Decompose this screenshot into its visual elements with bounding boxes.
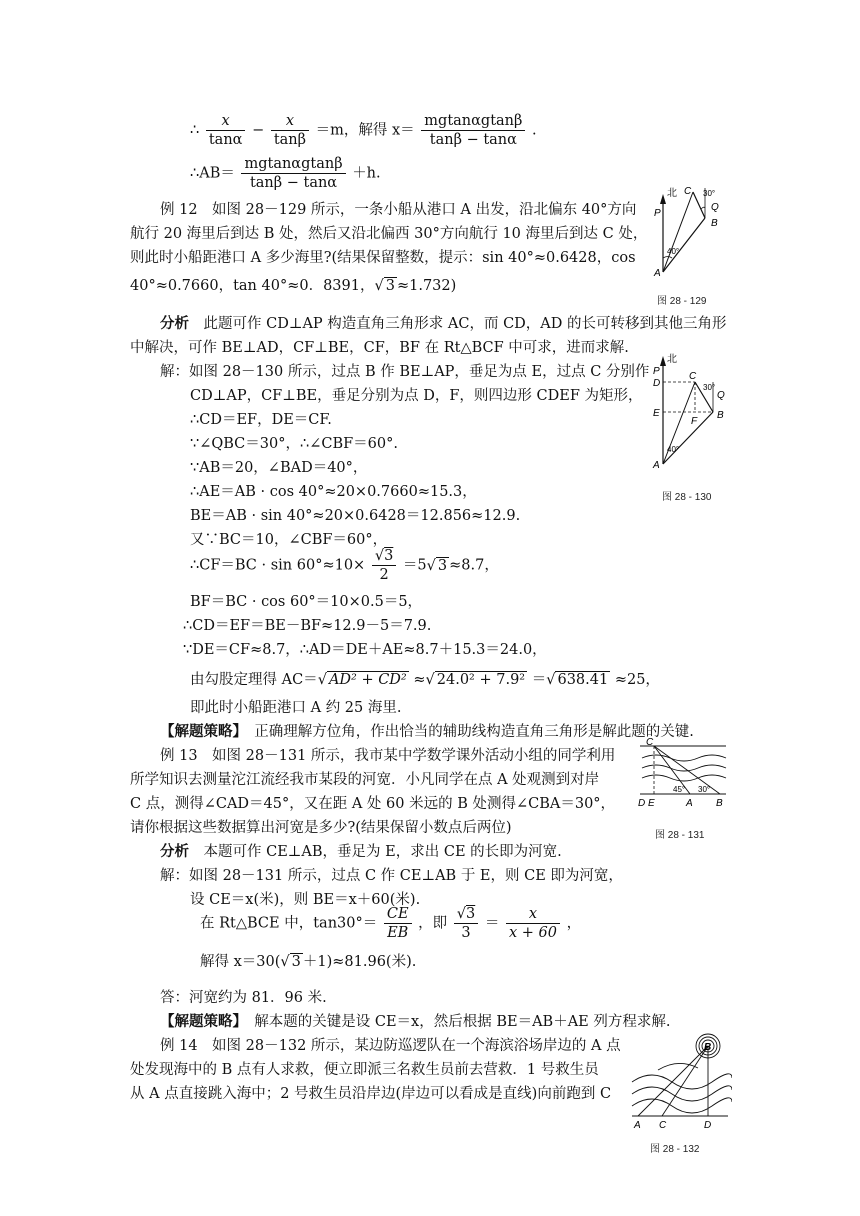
svg-text:F: F	[691, 416, 698, 427]
solution-12-line-13: 由勾股定理得 AC＝√ AD² + CD² ≈√ 24.0² + 7.9² ＝√ 638.41 ≈25，	[190, 672, 660, 688]
example-13-line-1: 例 13 如图 28－131 所示，我市某中学数学课外活动小组的同学利用	[160, 748, 616, 764]
svg-text:C: C	[646, 737, 654, 748]
analysis-12-line-1: 分析 此题可作 CD⊥AP 构造直角三角形求 AC，而 CD，AD 的长可转移到其他三角形	[160, 315, 727, 332]
svg-text:D: D	[704, 1120, 712, 1131]
fraction-x-over-tan-beta: $\frac{x}{\tan\beta}$	[271, 112, 309, 149]
svg-text:D: D	[638, 798, 646, 809]
solution-12-line-3: ∴CD＝EF，DE＝CF.	[190, 412, 332, 428]
fraction-solution-x: $\frac{mgtan\alpha gtan\beta}{\tan\beta - \tan\alpha}$	[421, 112, 525, 149]
equation-line-2: ∴AB＝ $\frac{mgtan\alpha gtan\beta}{\tan\beta - \tan\alpha}$ ＋h.	[190, 156, 381, 191]
svg-text:Q: Q	[711, 202, 719, 213]
solution-12-line-12: ∵DE＝CF≈8.7，∴AD＝DE＋AE≈8.7＋15.3＝24.0，	[183, 642, 547, 658]
fraction-root3-over-3: $\frac{√3}{3}$	[454, 905, 478, 942]
sqrt-3: √ 3	[280, 954, 301, 970]
example-12-line-2: 航行 20 海里后到达 B 处，然后又沿北偏西 30°方向航行 10 海里后到达 C 处，	[130, 226, 648, 242]
svg-text:40°: 40°	[667, 445, 680, 454]
sqrt-numeric: √ 24.0² + 7.9²	[425, 672, 526, 688]
answer-13: 答：河宽约为 81．96 米.	[160, 990, 327, 1006]
solution-13-line-3: 在 Rt△BCE 中，tan30°＝ $\frac{CE}{EB}$ ，即 $\frac{√3}{3}$ ＝ $\frac{x}{x + 60}$ ，	[200, 906, 582, 941]
figure-caption-131: 图 28 - 131	[655, 830, 705, 841]
svg-text:A: A	[634, 1120, 641, 1131]
fraction-x-over-x60: $\frac{x}{x + 60}$	[506, 905, 560, 942]
figure-28-132	[628, 1030, 732, 1134]
svg-text:45°: 45°	[673, 785, 686, 794]
equation-line-1: ∴ $\frac{x}{\tan\alpha}$ − $\frac{x}{\tan\beta}$ ＝m，解得 x＝ $\frac{mgtan\alpha gtan\beta}{\tan\beta - \tan\alpha}$ .	[190, 113, 537, 148]
sqrt-3: √ 3	[426, 557, 448, 574]
solution-12-line-7: BE＝AB · sin 40°≈20×0.6428＝12.856≈12.9.	[190, 508, 521, 524]
solution-12-line-14: 即此时小船距港口 A 约 25 海里.	[190, 700, 402, 716]
solution-12-line-9: ∴CF＝BC · sin 60°≈10× $\frac{√3}{2}$ ＝5√ 3 ≈8.7，	[190, 548, 499, 583]
solution-12-line-2: CD⊥AP，CF⊥BE，垂足分别为点 D，F，则四边形 CDEF 为矩形，	[190, 388, 643, 404]
example-14-line-3: 从 A 点直接跳入海中；2 号救生员沿岸边(岸边可以看成是直线)向前跑到 C	[130, 1086, 612, 1102]
svg-text:Q: Q	[717, 390, 725, 401]
example-12-line-1: 例 12 如图 28－129 所示，一条小船从港口 A 出发，沿北偏东 40°方向	[160, 202, 637, 218]
sqrt-638: √ 638.41	[546, 672, 609, 688]
strategy-12: 【解题策略】 正确理解方位角，作出恰当的辅助线构造直角三角形是解此题的关键.	[160, 723, 694, 740]
solution-13-line-4: 解得 x＝30(√ 3 ＋1)≈81.96(米).	[200, 954, 417, 970]
svg-text:B: B	[716, 798, 723, 809]
figure-caption-130: 图 28 - 130	[662, 492, 712, 503]
example-13-line-4: 请你根据这些数据算出河宽是多少?(结果保留小数点后两位)	[130, 820, 512, 836]
solution-13-line-2: 设 CE＝x(米)，则 BE＝x＋60(米).	[190, 892, 421, 908]
solution-12-line-10: BF＝BC · cos 60°＝10×0.5＝5，	[190, 594, 423, 610]
figure-28-129	[645, 180, 730, 280]
svg-text:30°: 30°	[698, 785, 711, 794]
sqrt-3: √ 3	[374, 278, 395, 294]
svg-text:A: A	[654, 268, 661, 279]
svg-text:A: A	[686, 798, 693, 809]
fraction-ab: $\frac{mgtan\alpha gtan\beta}{\tan\beta - \tan\alpha}$	[241, 155, 345, 192]
svg-text:P: P	[654, 208, 661, 219]
figure-28-131	[636, 736, 728, 812]
svg-text:A: A	[653, 460, 660, 471]
svg-text:P: P	[653, 366, 660, 377]
solution-12-line-5: ∵AB＝20，∠BAD＝40°，	[190, 460, 368, 476]
strategy-13: 【解题策略】 解本题的关键是设 CE＝x，然后根据 BE＝AB＋AE 列方程求解.	[160, 1013, 671, 1030]
example-14-line-1: 例 14 如图 28－132 所示，某边防巡逻队在一个海滨浴场岸边的 A 点	[160, 1038, 621, 1054]
solution-12-line-4: ∵∠QBC＝30°，∴∠CBF＝60°.	[190, 436, 398, 452]
analysis-label: 分析	[160, 315, 189, 332]
figure-caption-129: 图 28 - 129	[657, 296, 707, 307]
analysis-13: 分析 本题可作 CE⊥AB，垂足为 E，求出 CE 的长即为河宽.	[160, 843, 562, 860]
example-14-line-2: 处发现海中的 B 点有人求救，便立即派三名救生员前去营救．1 号救生员	[130, 1062, 599, 1078]
strategy-label: 【解题策略】	[160, 1013, 240, 1030]
svg-text:30°: 30°	[703, 189, 716, 198]
therefore-symbol: ∴	[190, 122, 200, 139]
svg-text:E: E	[648, 798, 655, 809]
example-13-line-2: 所学知识去测量沱江流经我市某段的河宽．小凡同学在点 A 处观测到对岸	[130, 772, 600, 788]
svg-text:C: C	[689, 371, 697, 382]
solution-13-line-1: 解：如图 28－131 所示，过点 C 作 CE⊥AB 于 E，则 CE 即为河宽，	[160, 868, 623, 884]
analysis-label: 分析	[160, 843, 189, 860]
analysis-12-line-2: 中解决，可作 BE⊥AD，CF⊥BE，CF，BF 在 Rt△BCF 中可求，进而求解.	[130, 340, 629, 356]
solution-12-line-8: 又∵BC＝10，∠CBF＝60°，	[190, 532, 388, 548]
figure-caption-132: 图 28 - 132	[650, 1144, 700, 1155]
sqrt-ad2-cd2: √ AD² + CD²	[317, 672, 407, 688]
svg-text:B: B	[704, 1042, 712, 1053]
example-12-line-3: 则此时小船距港口 A 多少海里?(结果保留整数，提示：sin 40°≈0.6428，cos	[130, 250, 636, 266]
solution-12-line-11: ∴CD＝EF＝BE－BF≈12.9－5＝7.9.	[183, 618, 432, 634]
svg-text:北: 北	[667, 354, 677, 365]
svg-text:40°: 40°	[667, 247, 680, 256]
fraction-x-over-tan-alpha: $\frac{x}{\tan\alpha}$	[206, 112, 246, 149]
strategy-label: 【解题策略】	[160, 723, 240, 740]
fraction-root3-over-2: $\frac{√3}{2}$	[372, 547, 396, 584]
figure-28-130	[645, 352, 735, 472]
example-12-line-4: 40°≈0.7660，tan 40°≈0．8391，√ 3 ≈1.732)	[130, 278, 457, 294]
solution-12-line-6: ∴AE＝AB · cos 40°≈20×0.7660≈15.3，	[190, 484, 477, 500]
fraction-ce-over-eb: $\frac{CE}{EB}$	[384, 905, 412, 942]
example-13-line-3: C 点，测得∠CAD＝45°，又在距 A 处 60 米远的 B 处测得∠CBA＝30°，	[130, 796, 616, 812]
svg-text:E: E	[653, 408, 660, 419]
north-label: 北	[667, 188, 677, 199]
svg-text:C: C	[659, 1120, 667, 1131]
svg-text:B: B	[711, 218, 718, 229]
solution-12-line-1: 解：如图 28－130 所示，过点 B 作 BE⊥AP，垂足为点 E，过点 C 分别作	[160, 364, 650, 380]
svg-text:B: B	[717, 410, 724, 421]
svg-text:30°: 30°	[703, 383, 716, 392]
svg-text:C: C	[684, 186, 692, 197]
svg-text:D: D	[653, 378, 661, 389]
